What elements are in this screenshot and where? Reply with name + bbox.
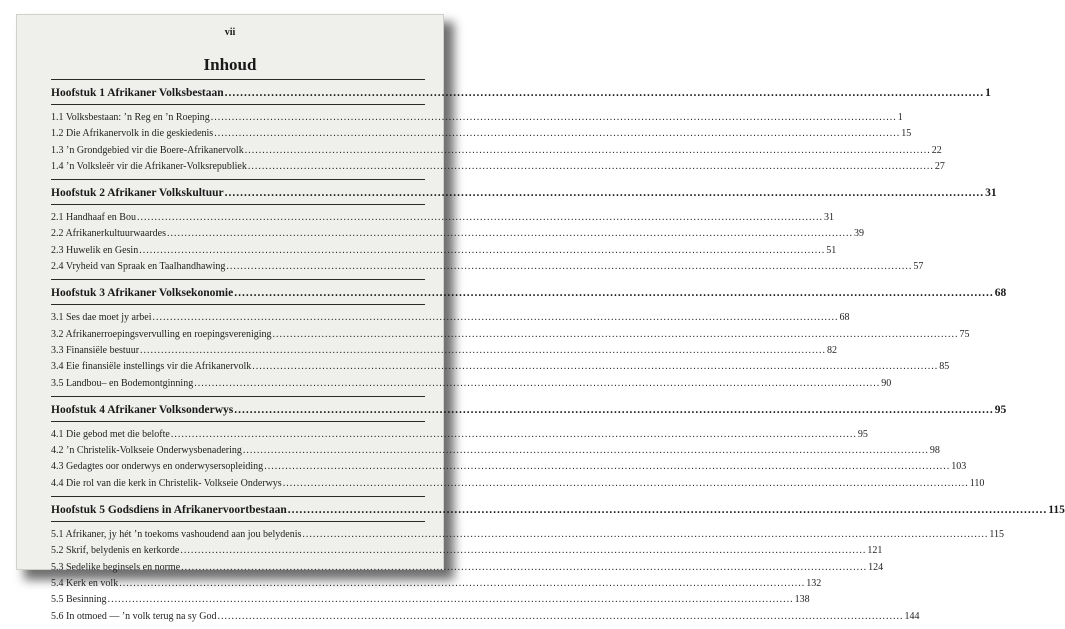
toc-entry bbox=[51, 576, 822, 592]
entry-page: 68 bbox=[839, 312, 850, 324]
chapter-entries bbox=[51, 422, 985, 496]
chapter-page: 68 bbox=[994, 287, 1007, 300]
leader-dots bbox=[283, 476, 969, 492]
entry-label: 5.4 Kerk en volk bbox=[51, 577, 119, 589]
entry-label: 1.3 ’n Grondgebied vir die Boere-Afrikanervolk bbox=[51, 144, 244, 156]
toc-entry bbox=[51, 427, 868, 443]
entry-label: 2.2 Afrikanerkultuurwaardes bbox=[51, 228, 166, 240]
chapter-4 bbox=[51, 396, 1007, 496]
chapter-5 bbox=[51, 496, 1065, 629]
entry-label: 3.5 Landbou– en Bodemontginning bbox=[51, 377, 194, 389]
entry-page: 31 bbox=[823, 212, 834, 224]
chapter-page: 31 bbox=[985, 187, 997, 200]
entry-label: 5.3 Sedelike beginsels en norme bbox=[51, 561, 181, 573]
leader-dots bbox=[234, 399, 994, 421]
entry-page: 124 bbox=[868, 561, 884, 573]
chapter-entries bbox=[51, 105, 945, 179]
entry-label: 5.6 In otmoed — ’n volk terug na sy God bbox=[51, 610, 217, 622]
entry-label: 4.2 ’n Christelik-Volkseie Onderwysbenadering bbox=[51, 445, 242, 457]
leader-dots bbox=[214, 126, 900, 142]
chapter-heading bbox=[51, 180, 997, 204]
entry-page: 22 bbox=[931, 144, 942, 156]
chapter-title: Hoofstuk 4 Afrikaner Volksonderwys bbox=[51, 403, 234, 416]
toc-entry bbox=[51, 210, 834, 226]
toc-entry bbox=[51, 310, 850, 326]
toc-entry bbox=[51, 159, 945, 175]
entry-label: 2.4 Vryheid van Spraak en Taalhandhawing bbox=[51, 261, 226, 273]
leader-dots bbox=[226, 259, 912, 275]
entry-label: 3.3 Finansiële bestuur bbox=[51, 344, 140, 356]
entry-label: 4.1 Die gebod met die belofte bbox=[51, 428, 170, 440]
toc-entry bbox=[51, 126, 912, 142]
leader-dots bbox=[171, 427, 857, 443]
entry-page: 90 bbox=[881, 377, 892, 389]
entry-page: 138 bbox=[794, 594, 810, 606]
chapter-1 bbox=[51, 79, 991, 179]
entry-page: 121 bbox=[867, 545, 883, 557]
chapter-heading bbox=[51, 397, 1007, 421]
book-page bbox=[16, 14, 1065, 622]
entry-label: 5.2 Skrif, belydenis en kerkorde bbox=[51, 545, 180, 557]
entry-page: 85 bbox=[939, 361, 950, 373]
leader-dots bbox=[248, 159, 934, 175]
leader-dots bbox=[181, 560, 867, 576]
entry-page: 57 bbox=[913, 261, 924, 273]
leader-dots bbox=[137, 210, 823, 226]
entry-page: 115 bbox=[989, 529, 1005, 541]
toc-entry bbox=[51, 226, 864, 242]
leader-dots bbox=[180, 543, 866, 559]
toc-entry bbox=[51, 259, 924, 275]
leader-dots bbox=[288, 499, 1048, 521]
leader-dots bbox=[194, 376, 880, 392]
chapter-heading bbox=[51, 280, 1007, 304]
leader-dots bbox=[167, 226, 853, 242]
leader-dots bbox=[302, 527, 988, 543]
leader-dots bbox=[211, 110, 897, 126]
chapter-2 bbox=[51, 179, 997, 279]
entry-label: 4.3 Gedagtes oor onderwys en onderwysersopleiding bbox=[51, 461, 264, 473]
leader-dots bbox=[225, 182, 985, 204]
chapter-page: 115 bbox=[1048, 504, 1065, 517]
page-title: Inhoud bbox=[203, 55, 257, 74]
leader-dots bbox=[119, 576, 805, 592]
entry-page: 132 bbox=[806, 577, 822, 589]
toc-entry bbox=[51, 327, 970, 343]
leader-dots bbox=[245, 143, 931, 159]
toc-entry bbox=[51, 359, 950, 375]
entry-label: 5.5 Besinning bbox=[51, 594, 107, 606]
toc-entry bbox=[51, 443, 940, 459]
chapter-title: Hoofstuk 5 Godsdiens in Afrikanervoortbestaan bbox=[51, 504, 287, 517]
leader-dots bbox=[108, 592, 794, 608]
chapter-entries bbox=[51, 522, 1005, 629]
leader-dots bbox=[140, 343, 826, 359]
chapter-page: 95 bbox=[994, 403, 1007, 416]
toc-entry bbox=[51, 376, 892, 392]
chapter-heading bbox=[51, 80, 991, 104]
entry-label: 2.1 Handhaaf en Bou bbox=[51, 212, 136, 224]
entry-page: 144 bbox=[904, 610, 920, 622]
table-of-contents bbox=[51, 79, 1065, 629]
entry-page: 82 bbox=[827, 344, 838, 356]
leader-dots bbox=[264, 459, 950, 475]
chapter-3 bbox=[51, 279, 1007, 395]
toc-entry bbox=[51, 343, 838, 359]
leader-dots bbox=[273, 327, 959, 343]
entry-page: 103 bbox=[951, 461, 967, 473]
entry-page: 1 bbox=[897, 112, 903, 123]
leader-dots bbox=[252, 359, 938, 375]
chapter-title: Hoofstuk 2 Afrikaner Volkskultuur bbox=[51, 187, 224, 200]
chapter-entries bbox=[51, 205, 924, 279]
entry-page: 98 bbox=[929, 445, 940, 457]
leader-dots bbox=[243, 443, 929, 459]
leader-dots bbox=[218, 609, 904, 625]
toc-entry bbox=[51, 592, 810, 608]
leader-dots bbox=[139, 243, 825, 259]
toc-entry bbox=[51, 527, 1005, 543]
chapter-title: Hoofstuk 3 Afrikaner Volksekonomie bbox=[51, 287, 234, 300]
entry-page: 39 bbox=[853, 228, 864, 240]
leader-dots bbox=[153, 310, 839, 326]
toc-entry bbox=[51, 560, 884, 576]
entry-label: 2.3 Huwelik en Gesin bbox=[51, 244, 139, 256]
entry-label: 1.1 Volksbestaan: ’n Reg en ’n Roeping bbox=[51, 112, 210, 123]
toc-entry bbox=[51, 476, 985, 492]
toc-entry bbox=[51, 609, 920, 625]
toc-entry bbox=[51, 243, 837, 259]
entry-label: 4.4 Die rol van die kerk in Christelik- Volkseie Onderwys bbox=[51, 477, 282, 489]
toc-entry bbox=[51, 143, 942, 159]
toc-entry bbox=[51, 459, 967, 475]
entry-page: 15 bbox=[901, 128, 912, 140]
entry-page: 27 bbox=[934, 160, 945, 172]
chapter-title: Hoofstuk 1 Afrikaner Volksbestaan bbox=[51, 87, 224, 99]
entry-label: 3.4 Eie finansiële instellings vir die Afrikanervolk bbox=[51, 361, 252, 373]
entry-page: 75 bbox=[959, 328, 970, 340]
toc-entry bbox=[51, 543, 883, 559]
entry-page: 51 bbox=[826, 244, 837, 256]
toc-entry bbox=[51, 110, 903, 126]
page-folio: vii bbox=[224, 27, 236, 38]
entry-page: 110 bbox=[969, 477, 985, 489]
entry-label: 3.1 Ses dae moet jy arbei bbox=[51, 312, 152, 324]
chapter-page: 1 bbox=[985, 87, 991, 99]
entry-label: 3.2 Afrikanerroepingsvervulling en roepingsvereniging bbox=[51, 328, 272, 340]
chapter-entries bbox=[51, 305, 970, 395]
entry-label: 1.2 Die Afrikanervolk in die geskiedenis bbox=[51, 128, 214, 140]
chapter-heading bbox=[51, 497, 1065, 521]
leader-dots bbox=[225, 82, 985, 104]
leader-dots bbox=[234, 282, 994, 304]
entry-label: 1.4 ’n Volksleër vir die Afrikaner-Volksrepubliek bbox=[51, 160, 247, 172]
entry-page: 95 bbox=[857, 428, 868, 440]
entry-label: 5.1 Afrikaner, jy hét ’n toekoms vashoudend aan jou belydenis bbox=[51, 529, 302, 541]
